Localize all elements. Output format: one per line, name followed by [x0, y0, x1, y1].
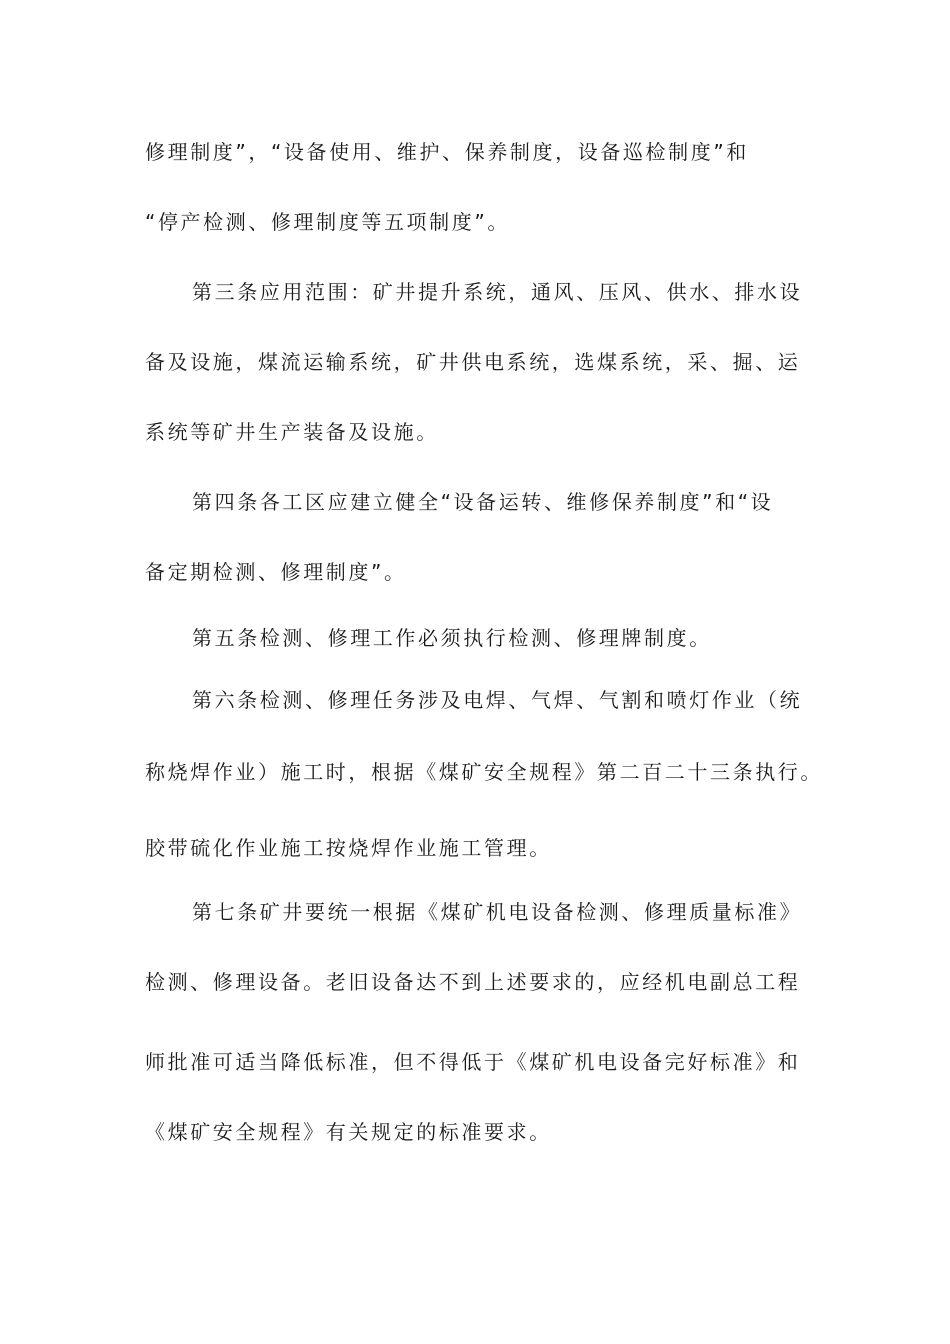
article-3-line-3: 系统等矿井生产装备及设施。: [145, 420, 439, 444]
article-3-line-1: 第三条应用范围：矿井提升系统，通风、压风、供水、排水设: [192, 280, 803, 304]
article-7-line-3: 师批准可适当降低标准，但不得低于《煤矿机电设备完好标准》和: [145, 1050, 801, 1074]
article-5-line-1: 第五条检测、修理工作必须执行检测、修理牌制度。: [192, 626, 712, 650]
article-7-line-1: 第七条矿井要统一根据《煤矿机电设备检测、修理质量标准》: [192, 900, 803, 924]
article-3-line-2: 备及设施，煤流运输系统，矿井供电系统，选煤系统，采、掘、运: [145, 350, 801, 374]
text-line-2: “停产检测、修理制度等五项制度”。: [145, 210, 510, 234]
text-line-1: 修理制度”，“设备使用、维护、保养制度，设备巡检制度”和: [145, 140, 749, 164]
article-4-line-2: 备定期检测、修理制度”。: [145, 560, 407, 584]
article-6-line-3: 胶带硫化作业施工按烧焊作业施工管理。: [145, 836, 552, 860]
article-6-line-2: 称烧焊作业）施工时，根据《煤矿安全规程》第二百二十三条执行。: [145, 760, 823, 784]
article-7-line-2: 检测、修理设备。老旧设备达不到上述要求的，应经机电副总工程: [145, 970, 801, 994]
article-7-line-4: 《煤矿安全规程》有关规定的标准要求。: [145, 1120, 552, 1144]
article-6-line-1: 第六条检测、修理任务涉及电焊、气焊、气割和喷灯作业（统: [192, 688, 803, 712]
article-4-line-1: 第四条各工区应建立健全“设备运转、维修保养制度”和“设: [192, 490, 774, 514]
